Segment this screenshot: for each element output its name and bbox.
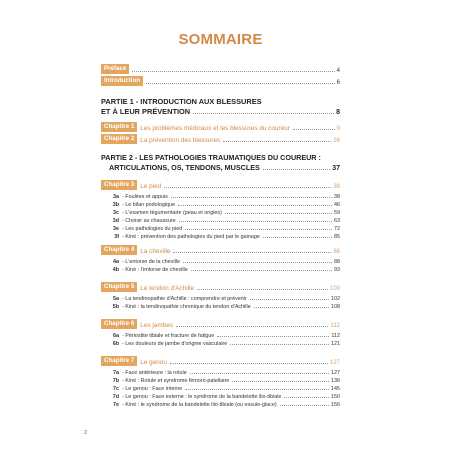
section-code: 7b [112, 378, 119, 384]
toc-subentry-3c[interactable] [104, 210, 340, 216]
toc-subentry-3a[interactable] [104, 194, 340, 200]
section-badge: Introduction [101, 76, 143, 86]
leader-dots [176, 326, 328, 327]
leader-dots [263, 237, 332, 238]
entry-title: - Kiné : Rotule et syndrome fémoro-patellaire [122, 378, 230, 384]
page-number: 88 [333, 249, 340, 255]
toc-subentry-7a[interactable] [104, 370, 340, 376]
leader-dots [183, 262, 332, 263]
page-number: 9 [336, 126, 340, 132]
page-number: 63 [334, 218, 340, 224]
page-number: 72 [334, 226, 340, 232]
part-1-heading-line2: ET À LEUR PRÉVENTION [101, 107, 191, 116]
section-code: 5b [112, 304, 119, 310]
part-2-heading-line1: PARTIE 2 - LES PATHOLOGIES TRAUMATIQUES DU COUREUR : [101, 153, 321, 162]
page-number: 108 [331, 304, 340, 310]
page-number: 59 [334, 210, 340, 216]
chapter-badge: Chapitre 4 [101, 245, 137, 255]
leader-dots [197, 289, 328, 290]
toc-subentry-7b[interactable] [104, 378, 340, 384]
section-code: 6a [113, 333, 119, 339]
entry-title: - Foulées et appuis [122, 194, 168, 200]
leader-dots [284, 397, 329, 398]
toc-entry-chapter-5[interactable] [101, 282, 340, 292]
toc-subentry-5b[interactable] [104, 304, 340, 310]
page-number: 4 [336, 68, 340, 74]
chapter-badge: Chapitre 3 [101, 180, 137, 190]
toc-entry-chapter-6[interactable] [101, 319, 340, 329]
leader-dots [254, 307, 329, 308]
leader-dots [250, 299, 329, 300]
section-code: 3b [112, 202, 119, 208]
leader-dots [179, 221, 332, 222]
toc-entry-introduction[interactable] [101, 76, 340, 86]
part-1-heading-line1: PARTIE 1 - INTRODUCTION AUX BLESSURES [101, 97, 262, 106]
page-number: 37 [332, 165, 340, 172]
section-code: 3f [114, 234, 119, 240]
page-number: 136 [331, 378, 340, 384]
leader-dots [173, 252, 331, 253]
section-code: 6b [112, 341, 119, 347]
page-number: 8 [336, 109, 340, 116]
entry-title: - Kiné : la tendinopathie chronique du tendon d'Achille [122, 304, 251, 310]
leader-dots [190, 373, 329, 374]
chapter-badge: Chapitre 5 [101, 282, 137, 292]
leader-dots [178, 205, 332, 206]
section-code: 3d [112, 218, 119, 224]
chapter-title: Les jambes [140, 322, 173, 329]
leader-dots [232, 381, 329, 382]
page-number: 121 [331, 341, 340, 347]
chapter-title: Le genou [140, 359, 167, 366]
chapter-title: La cheville [140, 248, 171, 255]
toc-subentry-3d[interactable] [104, 218, 340, 224]
chapter-title: Le pied [140, 183, 162, 190]
page-number: 112 [331, 333, 340, 339]
toc-subentry-7c[interactable] [104, 386, 340, 392]
entry-title: - L'entorse de la cheville [122, 259, 180, 265]
leader-dots [170, 363, 328, 364]
page-number: 88 [334, 259, 340, 265]
chapter-title: Les problèmes médicaux et les blessures du coureur [140, 125, 290, 132]
toc-subentry-4b[interactable] [104, 267, 340, 273]
page-number: 145 [331, 386, 340, 392]
leader-dots [225, 213, 332, 214]
entry-title: - Kiné : le syndrome de la bandelette ilio-tibiale (ou essuie-glace) [122, 402, 277, 408]
page-folio: 2 [84, 430, 88, 436]
toc-entry-chapter-7[interactable] [101, 356, 340, 366]
section-code: 3c [113, 210, 119, 216]
toc-entry-part-2[interactable] [109, 163, 340, 172]
chapter-badge: Chapitre 6 [101, 319, 137, 329]
leader-dots [171, 197, 332, 198]
leader-dots [223, 141, 331, 142]
section-code: 3a [113, 194, 119, 200]
section-code: 7e [113, 402, 119, 408]
section-code: 3e [113, 226, 119, 232]
section-code: 7c [113, 386, 119, 392]
entry-title: - Périostite tibiale et fracture de fatigue [122, 333, 215, 339]
toc-entry-preface[interactable] [101, 64, 340, 74]
entry-title: - Les pathologies du pied [122, 226, 183, 232]
toc-subentry-3b[interactable] [104, 202, 340, 208]
chapter-badge: Chapitre 1 [101, 122, 137, 132]
section-badge: Préface [101, 64, 129, 74]
toc-entry-chapter-3[interactable] [101, 180, 340, 190]
leader-dots [280, 405, 329, 406]
toc-subentry-6b[interactable] [104, 341, 340, 347]
section-code: 7d [112, 394, 119, 400]
entry-title: - Face antérieure : la rotule [122, 370, 187, 376]
chapter-title: La prévention des blessures [140, 137, 221, 144]
entry-title: - Le bilan podologique [122, 202, 176, 208]
page-number: 100 [329, 286, 340, 292]
chapter-badge: Chapitre 7 [101, 356, 137, 366]
entry-title: - L'examen tégumentaire (peau et ongles) [122, 210, 222, 216]
page-number: 38 [334, 194, 340, 200]
page-number: 127 [331, 370, 340, 376]
section-code: 4a [113, 259, 119, 265]
section-code: 4b [112, 267, 119, 273]
leader-dots [132, 71, 334, 72]
leader-dots [191, 270, 332, 271]
leader-dots [230, 344, 329, 345]
entry-title: - Kiné : prévention des pathologies du pied par le gainage [122, 234, 260, 240]
page-number: 150 [331, 394, 340, 400]
leader-dots [263, 169, 330, 170]
page-number: 112 [330, 323, 340, 329]
page-title: SOMMAIRE [178, 31, 263, 48]
leader-dots [185, 229, 332, 230]
page-number: 26 [333, 138, 340, 144]
page-number: 38 [333, 184, 340, 190]
toc-subentry-5a[interactable] [104, 296, 340, 302]
entry-title: - Kiné : l'entorse de cheville [122, 267, 188, 273]
entry-title: - La tendinopathie d'Achille : comprendre et prévenir [122, 296, 247, 302]
entry-title: - Le genou : Face externe : le syndrome de la bandelette ilio-tibiale [122, 394, 282, 400]
leader-dots [185, 389, 329, 390]
toc-entry-chapter-1[interactable] [101, 122, 340, 132]
section-code: 5a [113, 296, 119, 302]
leader-dots [164, 187, 331, 188]
page-number: 6 [336, 80, 340, 86]
toc-subentry-3f[interactable] [104, 234, 340, 240]
page-number: 46 [334, 202, 340, 208]
toc-subentry-4a[interactable] [104, 259, 340, 265]
page-number: 85 [334, 234, 340, 240]
toc-subentry-3e[interactable] [104, 226, 340, 232]
toc-subentry-6a[interactable] [104, 333, 340, 339]
entry-title: - Le genou : Face interne [122, 386, 183, 392]
leader-dots [146, 83, 335, 84]
page-number: 102 [331, 296, 340, 302]
entry-title: - Les douleurs de jambe d'origine vasculaire [122, 341, 228, 347]
chapter-title: Le tendon d'Achille [140, 285, 195, 292]
part-2-heading-line2: ARTICULATIONS, OS, TENDONS, MUSCLES [109, 163, 260, 172]
toc-entry-part-1[interactable] [101, 107, 340, 116]
toc-entry-chapter-4[interactable] [101, 245, 340, 255]
toc-entry-chapter-2[interactable] [101, 134, 340, 144]
page-number: 127 [329, 360, 340, 366]
toc-subentry-7d[interactable] [104, 394, 340, 400]
toc-subentry-7e[interactable] [104, 402, 340, 408]
chapter-badge: Chapitre 2 [101, 134, 137, 144]
leader-dots [217, 336, 329, 337]
section-code: 7a [113, 370, 119, 376]
leader-dots [293, 129, 335, 130]
table-of-contents [101, 0, 340, 452]
entry-title: - Choisir sa chaussure [122, 218, 176, 224]
leader-dots [193, 113, 334, 114]
page-number: 93 [334, 267, 340, 273]
page-number: 156 [331, 402, 340, 408]
